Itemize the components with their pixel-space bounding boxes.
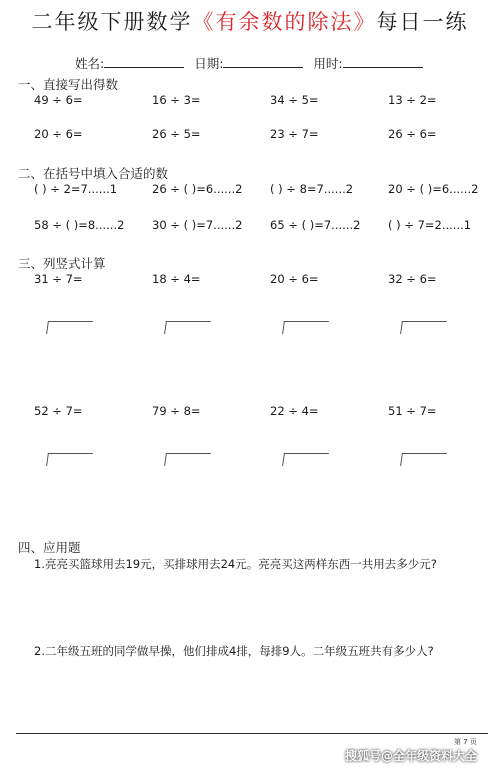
s1-problem: 26 ÷ 5= <box>152 127 201 141</box>
s3-problem: 18 ÷ 4= <box>152 272 201 286</box>
section-1-heading: 一、直接写出得数 <box>18 77 119 92</box>
footer-divider <box>16 733 488 734</box>
worksheet-title <box>0 6 500 36</box>
long-division-bracket <box>164 453 211 466</box>
time-blank <box>343 55 423 68</box>
s1-problem: 49 ÷ 6= <box>34 93 83 107</box>
title-topic: 《有余数的除法》 <box>192 10 377 34</box>
s3-problem: 79 ÷ 8= <box>152 404 201 418</box>
long-division-bracket <box>400 453 447 466</box>
s2-problem: 58 ÷ ( )=8......2 <box>34 218 125 232</box>
title-prefix: 二年级下册数学 <box>31 10 193 34</box>
watermark: 搜狐号@全年级资料大全 <box>345 749 478 763</box>
name-label: 姓名: <box>75 56 105 71</box>
date-blank <box>223 55 303 68</box>
title-suffix: 每日一练 <box>376 10 469 34</box>
s3-problem: 51 ÷ 7= <box>388 404 437 418</box>
s2-problem: 26 ÷ ( )=6......2 <box>152 182 243 196</box>
word-problem: 1.亮亮买篮球用去19元，买排球用去24元。亮亮买这两样东西一共用去多少元? <box>34 557 437 571</box>
s1-problem: 20 ÷ 6= <box>34 127 83 141</box>
s1-problem: 13 ÷ 2= <box>388 93 437 107</box>
long-division-bracket <box>164 321 211 334</box>
s3-problem: 22 ÷ 4= <box>270 404 319 418</box>
s2-problem: ( ) ÷ 8=7......2 <box>270 182 354 196</box>
long-division-bracket <box>282 453 329 466</box>
word-problem: 2.二年级五班的同学做早操，他们排成4排，每排9人。二年级五班共有多少人? <box>34 644 434 658</box>
date-label: 日期: <box>194 56 224 71</box>
section-4-heading: 四、应用题 <box>18 540 81 555</box>
s2-problem: 30 ÷ ( )=7......2 <box>152 218 243 232</box>
name-blank <box>104 55 184 68</box>
s1-problem: 16 ÷ 3= <box>152 93 201 107</box>
section-3-heading: 三、列竖式计算 <box>18 256 106 271</box>
s2-problem: 65 ÷ ( )=7......2 <box>270 218 361 232</box>
s1-problem: 34 ÷ 5= <box>270 93 319 107</box>
s1-problem: 26 ÷ 6= <box>388 127 437 141</box>
long-division-bracket <box>46 453 93 466</box>
s3-problem: 32 ÷ 6= <box>388 272 437 286</box>
s2-problem: 20 ÷ ( )=6......2 <box>388 182 479 196</box>
s2-problem: ( ) ÷ 7=2......1 <box>388 218 472 232</box>
s3-problem: 52 ÷ 7= <box>34 404 83 418</box>
student-info-row <box>75 54 423 72</box>
section-2-heading: 二、在括号中填入合适的数 <box>18 166 169 181</box>
s3-problem: 31 ÷ 7= <box>34 272 83 286</box>
time-label: 用时: <box>313 56 343 71</box>
long-division-bracket <box>282 321 329 334</box>
s2-problem: ( ) ÷ 2=7......1 <box>34 182 118 196</box>
s1-problem: 23 ÷ 7= <box>270 127 319 141</box>
s3-problem: 20 ÷ 6= <box>270 272 319 286</box>
page-number: 第 7 页 <box>454 738 477 746</box>
long-division-bracket <box>46 321 93 334</box>
long-division-bracket <box>400 321 447 334</box>
